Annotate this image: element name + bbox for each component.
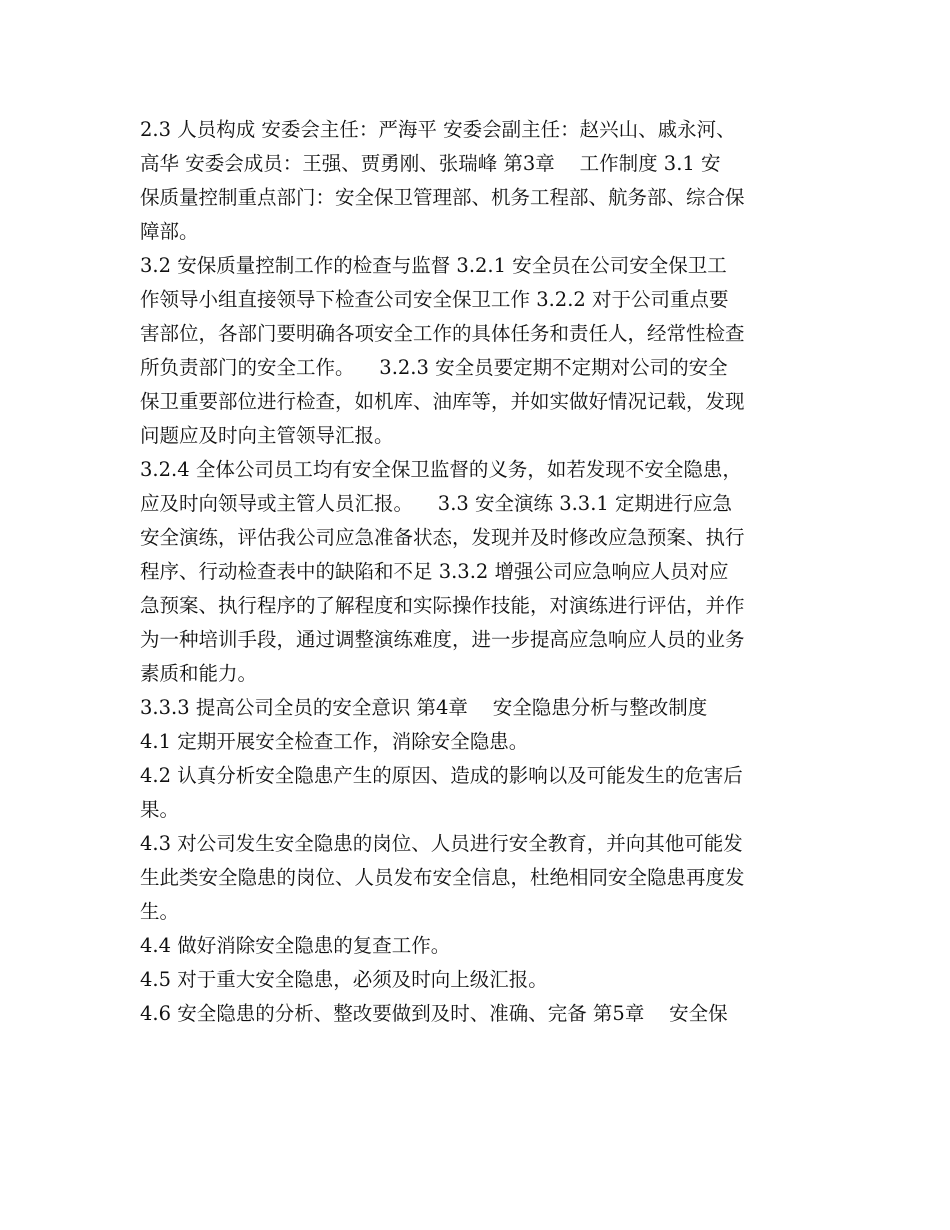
text-line: 4.2 认真分析安全隐患产生的原因、造成的影响以及可能发生的危害后 <box>140 764 743 787</box>
text-line: 2.3 人员构成 安委会主任：严海平 安委会副主任：赵兴山、戚永河、 <box>140 118 736 141</box>
text-line: 3.3.3 提高公司全员的安全意识 第4章 安全隐患分析与整改制度 <box>140 696 708 719</box>
text-line: 素质和能力。 <box>140 662 258 685</box>
text-line: 急预案、执行程序的了解程度和实际操作技能，对演练进行评估，并作 <box>140 594 745 617</box>
text-line: 程序、行动检查表中的缺陷和不足 3.3.2 增强公司应急响应人员对应 <box>140 560 729 583</box>
text-line: 3.2.4 全体公司员工均有安全保卫监督的义务，如若发现不安全隐患， <box>140 458 742 481</box>
text-line: 生。 <box>140 900 180 923</box>
text-line: 4.3 对公司发生安全隐患的岗位、人员进行安全教育，并向其他可能发 <box>140 832 743 855</box>
text-line: 4.5 对于重大安全隐患，必须及时向上级汇报。 <box>140 968 548 991</box>
text-line: 4.4 做好消除安全隐患的复查工作。 <box>140 934 451 957</box>
text-line: 障部。 <box>140 220 199 243</box>
text-line: 害部位，各部门要明确各项安全工作的具体任务和责任人，经常性检查 <box>140 322 745 345</box>
text-line: 应及时向领导或主管人员汇报。 3.3 安全演练 3.3.1 定期进行应急 <box>140 492 733 515</box>
text-line: 4.1 定期开展安全检查工作，消除安全隐患。 <box>140 730 529 753</box>
text-line: 安全演练，评估我公司应急准备状态，发现并及时修改应急预案、执行 <box>140 526 745 549</box>
text-line: 4.6 安全隐患的分析、整改要做到及时、准确、完备 第5章 安全保 <box>140 1002 728 1025</box>
text-line: 所负责部门的安全工作。 3.2.3 安全员要定期不定期对公司的安全 <box>140 356 728 379</box>
text-line: 3.2 安保质量控制工作的检查与监督 3.2.1 安全员在公司安全保卫工 <box>140 254 727 277</box>
text-line: 高华 安委会成员：王强、贾勇刚、张瑞峰 第3章 工作制度 3.1 安 <box>140 152 721 175</box>
text-line: 生此类安全隐患的岗位、人员发布安全信息，杜绝相同安全隐患再度发 <box>140 866 745 889</box>
text-line: 问题应及时向主管领导汇报。 <box>140 424 394 447</box>
text-line: 作领导小组直接领导下检查公司安全保卫工作 3.2.2 对于公司重点要 <box>140 288 729 311</box>
document-body <box>140 113 820 1031</box>
text-line: 为一种培训手段，通过调整演练难度，进一步提高应急响应人员的业务 <box>140 628 745 651</box>
text-line: 果。 <box>140 798 180 821</box>
text-line: 保卫重要部位进行检查，如机库、油库等，并如实做好情况记载，发现 <box>140 390 745 413</box>
text-line: 保质量控制重点部门：安全保卫管理部、机务工程部、航务部、综合保 <box>140 186 745 209</box>
